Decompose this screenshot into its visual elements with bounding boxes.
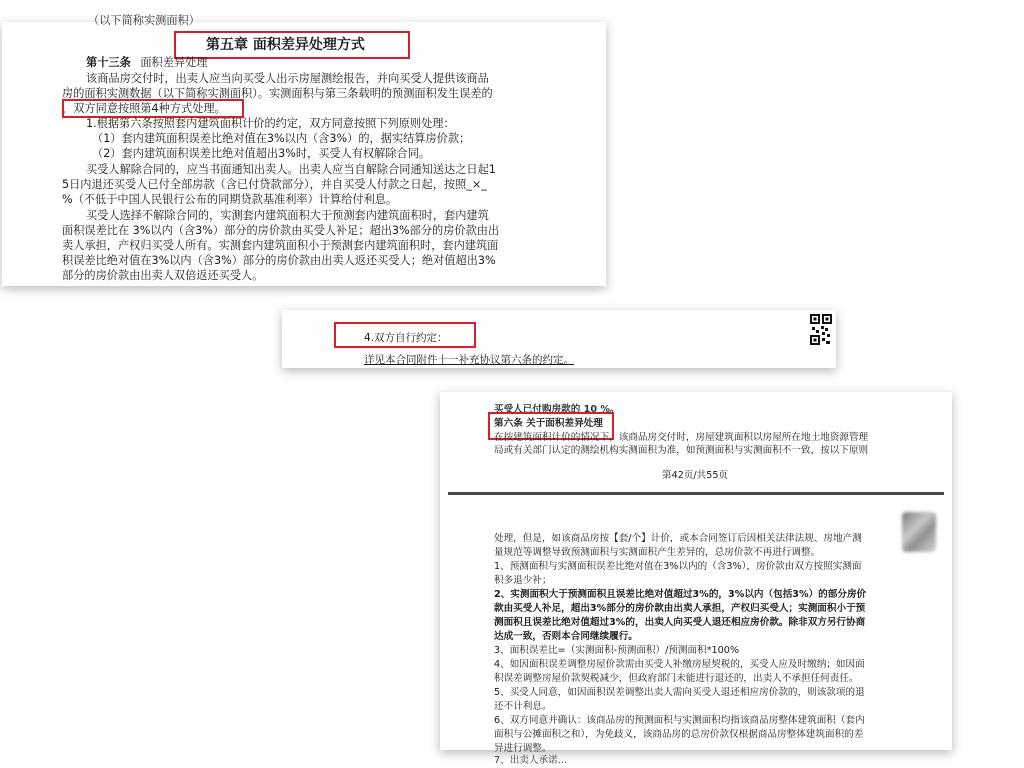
article-heading: [86, 55, 207, 71]
highlight-box-option4: [334, 322, 476, 348]
paragraph-line: %（不低于中国人民银行公布的同期贷款基准利率）计算给付利息。: [62, 193, 398, 206]
paragraph-line: 买受人选择不解除合同的，实测套内建筑面积大于预测套内建筑面积时，套内建筑: [86, 209, 489, 222]
paragraph-line: 在按建筑面积计价的情况下，该商品房交付时，房屋建筑面积以房屋所在地土地资源管理: [494, 432, 869, 443]
paragraph-line: 3、面积误差比=（实测面积-预测面积）/预测面积*100%: [494, 645, 739, 656]
paragraph-line: ，双方同意按照第4种方式处理。: [62, 102, 226, 115]
contract-excerpt-supplement: [440, 392, 952, 766]
article-title: 面积差异处理: [140, 56, 208, 69]
chapter-title: 第五章 面积差异处理方式: [206, 37, 365, 53]
paragraph-line: （1）套内建筑面积误差比绝对值在3%以内（含3%）的，据实结算房价款；: [92, 132, 471, 145]
paragraph-line: 测面积且误差比绝对值超过3%的，出卖人向买受人退还相应房价款。除非双方另行协商: [494, 617, 866, 628]
paragraph-line: 达成一致，否则本合同继续履行。: [494, 631, 638, 642]
contract-excerpt-chapter5: [2, 14, 606, 286]
option4-label: 4.双方自行约定：: [364, 332, 448, 344]
paragraph-line: 款由买受人补足，超出3%部分的房价款由出卖人承担，产权归买受人；实测面积小于预: [494, 603, 866, 614]
cut-text-top: （以下简称实测面积）: [88, 14, 200, 27]
paragraph-line: 房的面积实测数据（以下简称实测面积）。实测面积与第三条载明的预测面积发生误差的: [62, 87, 493, 100]
paragraph-line: 6、双方同意并确认：该商品房的预测面积与实测面积均指该商品房整体建筑面积（套内: [494, 715, 865, 726]
paragraph-line: 处理，但是，如该商品房按【套/个】计价，或本合同签订后因相关法律法规、房地产测: [494, 533, 862, 544]
cut-text-bottom: 7、出卖人承诺…: [494, 755, 568, 766]
contract-excerpt-option4: [282, 310, 836, 368]
paragraph-line: 量规范等调整导致预测面积与实测面积产生差异的，总房价款不再进行调整。: [494, 547, 821, 558]
page-number: 第42页/共55页: [662, 470, 729, 481]
paragraph-line: 5、买受人同意，如因面积误差调整出卖人需向买受人退还相应房价款的，则该款项的退: [494, 687, 865, 698]
paragraph-line: 面积与公摊面积之和），为免歧义，该商品房的总房价款仅根据商品房整体建筑面积的差: [494, 729, 864, 740]
page-break-divider: [448, 492, 944, 495]
paragraph-line: 局或有关部门认定的测绘机构实测面积为准，如预测面积与实测面积不一致，按以下原则: [494, 445, 869, 456]
highlight-box-chapter-title: [174, 31, 410, 59]
paragraph-line: 4、如因面积误差调整房屋价款需由买受人补缴房屋契税的，买受人应及时缴纳；如因面: [494, 659, 865, 670]
paragraph-line: 2、实测面积大于预测面积且误差比绝对值超过3%的，3%以内（包括3%）的部分房价: [494, 589, 867, 600]
paragraph-line: 还不计利息。: [494, 701, 552, 712]
paragraph-line: 积误差比绝对值在3%以内（含3%）部分的房价款由出卖人返还买受人；绝对值超出3%: [62, 254, 496, 267]
paragraph-line: 该商品房交付时，出卖人应当向买受人出示房屋测绘报告，并向买受人提供该商品: [86, 72, 489, 85]
paragraph-line: 1.根据第六条按照套内建筑面积计价的约定，双方同意按照下列原则处理：: [86, 117, 455, 130]
paragraph-line: 卖人承担，产权归买受人所有。实测套内建筑面积小于预测套内建筑面积时，套内建筑面: [62, 239, 499, 252]
option4-detail: 详见本合同附件十一补充协议第六条的约定。: [364, 354, 574, 366]
cut-text-top: 买受人已付购房款的 10 %。: [494, 404, 620, 415]
blurred-image: [902, 512, 936, 552]
article-label: 第十三条: [86, 56, 131, 69]
paragraph-line: 积多退少补；: [494, 575, 552, 586]
paragraph-line: 积误差调整房屋价款契税减少，但政府部门未能进行退还的，出卖人不承担任何责任。: [494, 673, 859, 684]
supplement-article-title: 第六条 关于面积差异处理: [494, 418, 603, 429]
paragraph-line: 5日内退还买受人已付全部房款（含已付贷款部分），并自买受人付款之日起，按照_×_: [62, 178, 487, 191]
qr-code-icon: [810, 314, 832, 346]
paragraph-line: 1、预测面积与实测面积误差比绝对值在3%以内的（含3%），房价款由双方按照实测面: [494, 561, 862, 572]
paragraph-line: （2）套内建筑面积误差比绝对值超出3%时，买受人有权解除合同。: [92, 147, 431, 160]
paragraph-line: 面积误差比在 3%以内（含3%）部分的房价款由买受人补足；超出3%部分的房价款由出: [62, 224, 500, 237]
paragraph-line: 部分的房价款由出卖人双倍返还买受人。: [62, 269, 264, 282]
paragraph-line: 异进行调整。: [494, 743, 552, 754]
paragraph-line: 买受人解除合同的，应当书面通知出卖人。出卖人应当自解除合同通知送达之日起1: [86, 163, 496, 176]
